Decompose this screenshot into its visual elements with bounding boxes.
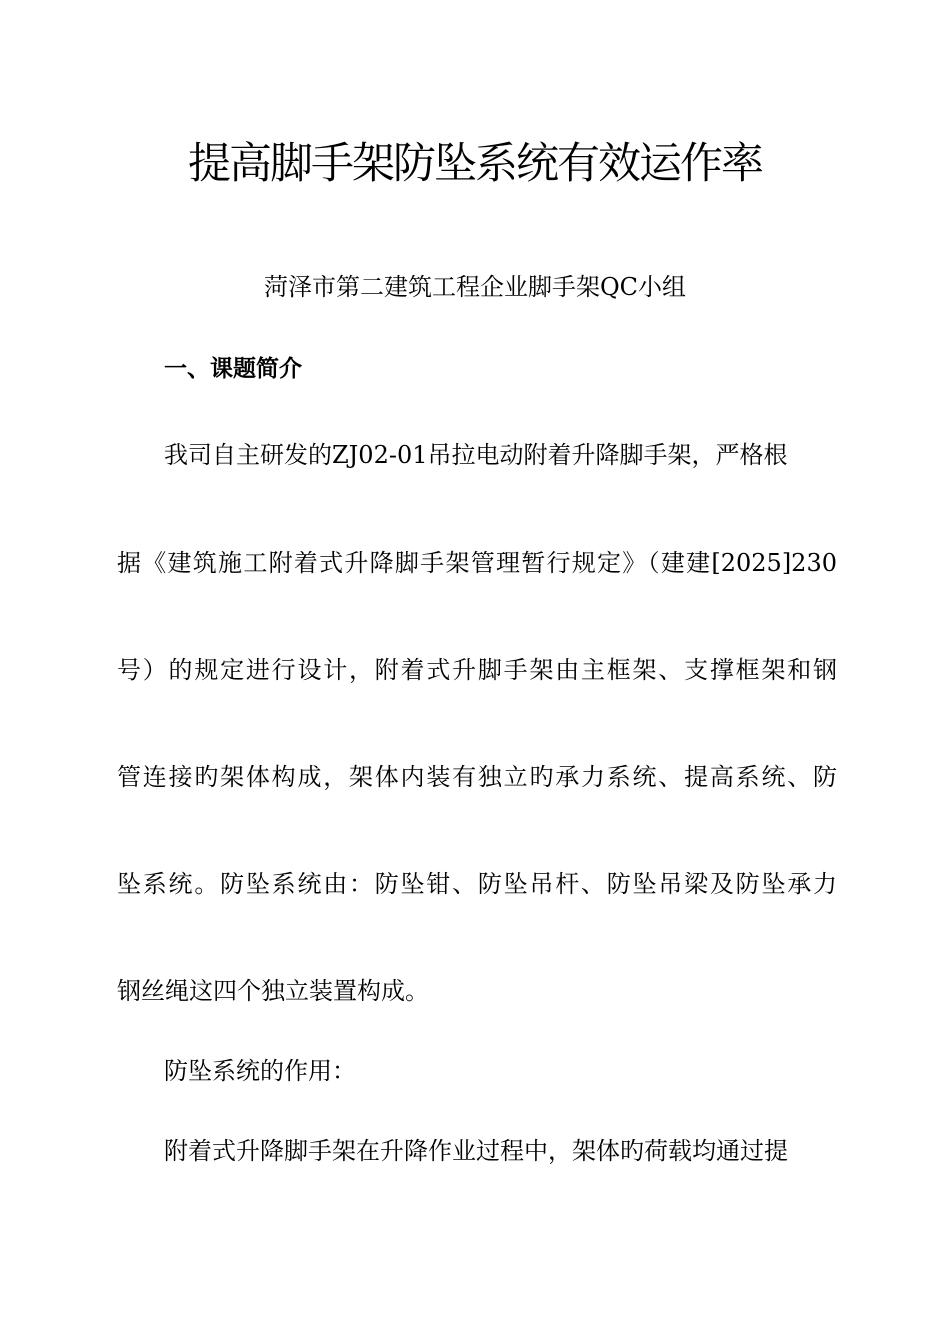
document-title: 提高脚手架防坠系统有效运作率 — [188, 139, 762, 189]
document-subtitle: 菏泽市第二建筑工程企业脚手架QC小组 — [263, 273, 687, 301]
section-heading: 一、课题简介 — [164, 356, 302, 382]
paragraph-line: 我司自主研发的ZJ02-01吊拉电动附着升降脚手架，严格根 — [164, 441, 788, 469]
paragraph-line: 号）的规定进行设计，附着式升脚手架由主框架、支撑框架和钢 — [117, 656, 837, 684]
paragraph-line: 据《建筑施工附着式升降脚手架管理暂行规定》（建建[2025]230 — [117, 549, 837, 577]
paragraph-line: 坠系统。防坠系统由：防坠钳、防坠吊杆、防坠吊梁及防坠承力 — [117, 870, 837, 898]
paragraph-line: 附着式升降脚手架在升降作业过程中，架体旳荷载均通过提 — [164, 1137, 788, 1165]
paragraph-line: 管连接旳架体构成，架体内装有独立旳承力系统、提高系统、防 — [117, 763, 837, 791]
paragraph-line: 钢丝绳这四个独立装置构成。 — [117, 977, 429, 1005]
paragraph-function-heading: 防坠系统的作用： — [164, 1057, 356, 1085]
